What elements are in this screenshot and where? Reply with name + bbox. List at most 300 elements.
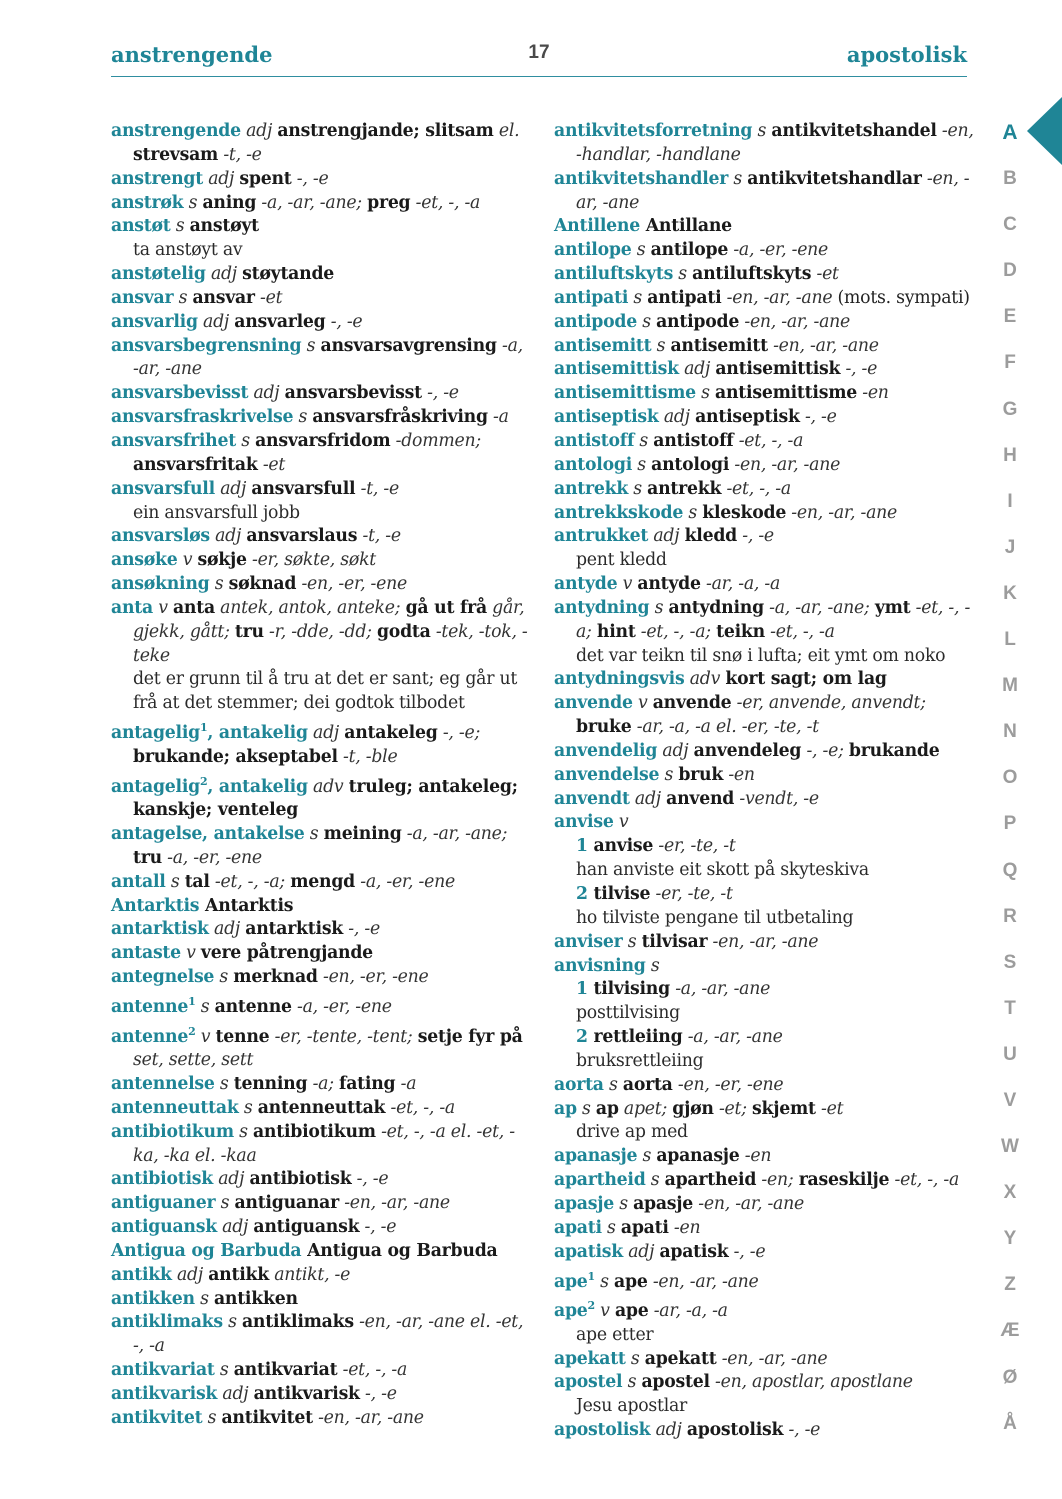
- grammar-label: s: [645, 955, 660, 976]
- example: ape etter: [576, 1324, 654, 1345]
- inflection: -et, -, -a: [721, 478, 791, 499]
- translation: tru: [133, 847, 162, 868]
- thumb-index-letter[interactable]: B: [1003, 168, 1017, 190]
- inflection: -a, -er, -ene: [354, 871, 455, 892]
- inflection: -er, -te, -t: [650, 884, 733, 904]
- inflection: -et: [257, 454, 286, 475]
- translation: antiguanar: [234, 1193, 339, 1214]
- thumb-index-letter[interactable]: T: [1004, 997, 1016, 1019]
- dictionary-entry: [111, 335, 531, 383]
- thumb-index-letter[interactable]: Y: [1003, 1228, 1017, 1250]
- dictionary-entry: [554, 454, 974, 478]
- thumb-index-letter[interactable]: F: [1004, 352, 1016, 374]
- dictionary-entry: [554, 811, 974, 835]
- translation: antiluftskyts: [692, 264, 812, 285]
- dictionary-entry: [111, 1097, 531, 1121]
- inflection: -en: [739, 1146, 772, 1167]
- translation: anstrengjande; slitsam: [277, 121, 494, 141]
- grammar-label: s: [631, 240, 651, 261]
- headword: apanasje: [554, 1146, 638, 1167]
- dictionary-entry: [111, 1359, 531, 1383]
- grammar-label: adj: [214, 478, 252, 499]
- translation: antikvitet: [221, 1407, 313, 1428]
- grammar-label: s: [576, 1098, 596, 1119]
- translation: antikvarisk: [253, 1383, 360, 1404]
- inflection: antikt, -e: [269, 1264, 351, 1285]
- left-column: [111, 120, 531, 1431]
- grammar-label: s: [651, 335, 671, 356]
- dictionary-entry: [111, 311, 531, 335]
- sense-line: [554, 1050, 974, 1074]
- translation: antibiotisk: [249, 1169, 352, 1190]
- thumb-index-letter[interactable]: P: [1003, 813, 1017, 835]
- translation: merknad: [233, 967, 318, 988]
- example: det var teikn til snø i lufta; eit ymt om noko: [576, 645, 946, 666]
- inflection: -en;: [756, 1170, 799, 1191]
- translation: kleskode: [702, 502, 787, 523]
- headword: antrukket: [554, 526, 649, 547]
- dictionary-entry: [554, 502, 974, 526]
- headword: antenneuttak: [111, 1097, 239, 1118]
- grammar-label: s: [165, 871, 185, 892]
- grammar-label: s: [301, 335, 321, 356]
- translation: anvend: [666, 788, 735, 809]
- headword: antisemitt: [554, 335, 652, 356]
- grammar-label: s: [235, 430, 256, 451]
- dictionary-entry: [554, 358, 974, 382]
- dictionary-entry: [554, 287, 974, 311]
- translation: bruk: [678, 764, 724, 785]
- dictionary-entry: [111, 716, 531, 769]
- translation: antenne: [214, 996, 292, 1017]
- translation: anta: [172, 597, 215, 618]
- translation: apartheid: [664, 1170, 757, 1191]
- grammar-label: v: [195, 1026, 216, 1047]
- translation: anstøyt: [189, 216, 259, 237]
- translation: apostolisk: [686, 1420, 784, 1441]
- inflection: -en, -ar, -ane: [786, 502, 897, 523]
- dictionary-entry: [554, 120, 974, 168]
- headword: antipode: [554, 311, 637, 332]
- headword: Antillene: [554, 216, 640, 237]
- inflection: -en, -er, -ene: [317, 967, 429, 988]
- headword: anvendt: [554, 788, 630, 809]
- headword: ansvarsbegrensning: [111, 335, 302, 356]
- inflection: -, -e: [343, 919, 380, 940]
- example: posttilvising: [576, 1003, 680, 1024]
- inflection: antek, antok, anteke;: [214, 597, 406, 618]
- translation: apasje: [633, 1193, 694, 1214]
- inflection: -a, -ar, -ane: [682, 1027, 783, 1048]
- grammar-label: s: [695, 383, 716, 404]
- headword: aorta: [554, 1074, 604, 1095]
- grammar-label: adj: [307, 722, 345, 743]
- headword: ansvarlig: [111, 311, 198, 332]
- headword: Antarktis: [111, 895, 200, 916]
- translation: antikvitetshandlar: [747, 168, 922, 189]
- headword: antilope: [554, 240, 632, 261]
- inflection: -, -e: [359, 1383, 397, 1404]
- thumb-index-letter[interactable]: I: [1007, 490, 1013, 512]
- headword: antagelig: [111, 722, 200, 743]
- grammar-label: s: [202, 1407, 222, 1428]
- guide-word-first: anstrengende: [111, 42, 273, 67]
- dictionary-entry: [111, 430, 531, 478]
- inflection: -en, -ar, -ane: [721, 287, 833, 308]
- thumb-index-letter[interactable]: K: [1003, 582, 1017, 604]
- dictionary-entry: [554, 573, 974, 597]
- translation: antisemittisk: [715, 359, 841, 380]
- inflection: -ar, -a, -a el. -er, -te, -t: [631, 717, 819, 738]
- translation: strevsam: [133, 144, 219, 165]
- thumb-index-letter[interactable]: J: [1004, 536, 1016, 558]
- inflection: -a, -er, -ene: [728, 240, 829, 261]
- headword: ansvarsløs: [111, 526, 210, 547]
- headword: antydningsvis: [554, 669, 685, 690]
- dictionary-entry: [111, 1020, 531, 1073]
- inflection: set, sette, sett: [133, 1050, 254, 1071]
- inflection: -a, -ar, -ane;: [256, 192, 368, 213]
- headword: antennelse: [111, 1073, 215, 1094]
- translation: ansvarsbevisst: [284, 383, 422, 404]
- inflection: -a, -er, -ene: [161, 847, 262, 868]
- translation: bruke: [576, 717, 632, 738]
- headword: antegnelse: [111, 967, 215, 988]
- translation: Antarktis: [199, 895, 294, 916]
- headword: antikken: [111, 1288, 195, 1309]
- sense-line: [554, 1026, 974, 1050]
- headword: apostolisk: [554, 1420, 651, 1441]
- dictionary-entry: [554, 1193, 974, 1217]
- inflection: -en, -ar, -ane: [338, 1193, 450, 1214]
- translation: mengd: [290, 871, 355, 892]
- translation: tal: [184, 871, 210, 892]
- translation: antikk: [208, 1264, 269, 1285]
- grammar-label: s: [304, 824, 324, 844]
- translation: antikvariat: [233, 1360, 338, 1381]
- headword: antiguaner: [111, 1193, 216, 1214]
- sense-line: [554, 835, 974, 859]
- inflection: -ar, -a, -a: [648, 1300, 728, 1321]
- grammar-label: s: [728, 168, 748, 189]
- inflection: -et: [811, 264, 839, 285]
- headword: anvise: [554, 812, 614, 833]
- grammar-label: s: [233, 1121, 253, 1142]
- translation: gjøn: [672, 1098, 714, 1119]
- grammar-label: s: [183, 192, 203, 213]
- translation: ansvarsfråskriving: [312, 407, 488, 428]
- grammar-label: adj: [629, 788, 667, 809]
- dictionary-entry: [554, 263, 974, 287]
- grammar-label: s: [659, 764, 679, 785]
- headword: antaste: [111, 943, 181, 964]
- dictionary-entry: [554, 668, 974, 692]
- headword: ansøke: [111, 550, 178, 571]
- dictionary-entry: [554, 692, 974, 740]
- headword: antenne: [111, 1026, 189, 1047]
- thumb-index-letter[interactable]: U: [1003, 1043, 1017, 1065]
- inflection: -ar, -a, -a: [700, 574, 781, 595]
- thumb-index-letter[interactable]: R: [1003, 905, 1017, 927]
- translation: preg: [367, 192, 411, 213]
- headword: ansøkning: [111, 574, 210, 595]
- dictionary-entry: [111, 168, 531, 192]
- dictionary-entry: [111, 770, 531, 823]
- thumb-index-letter[interactable]: G: [1002, 398, 1018, 420]
- inflection: -et;: [713, 1098, 753, 1119]
- inflection: -et, -, -a el. -et, -ka, -ka el. -kaa: [133, 1121, 515, 1166]
- dictionary-entry: [111, 1192, 531, 1216]
- dictionary-entry: [111, 871, 531, 895]
- translation: apatisk: [659, 1241, 729, 1262]
- inflection: -, -e: [291, 168, 329, 189]
- headword: ape: [554, 1271, 588, 1292]
- inflection: -en, -ar, -ane: [312, 1407, 424, 1428]
- usage-note: (mots. sympati): [832, 287, 970, 308]
- translation: antarktisk: [245, 919, 344, 940]
- headword: apatisk: [554, 1241, 623, 1262]
- active-letter-marker: [1027, 97, 1062, 165]
- sense-line: [554, 883, 974, 907]
- translation: anvendeleg: [693, 740, 802, 761]
- thumb-index-letter[interactable]: Æ: [1000, 1320, 1020, 1342]
- inflection: -, -e;: [801, 740, 849, 761]
- thumb-index-letter[interactable]: V: [1003, 1089, 1017, 1111]
- dictionary-entry: [111, 382, 531, 406]
- grammar-label: v: [177, 550, 198, 571]
- dictionary-entry: [111, 942, 531, 966]
- thumb-index-letter[interactable]: Ø: [1002, 1366, 1018, 1388]
- inflection: -en: [668, 1217, 701, 1238]
- thumb-index-letter[interactable]: E: [1003, 306, 1017, 328]
- dictionary-entry: [111, 1168, 531, 1192]
- inflection: -t, -e: [357, 526, 401, 547]
- headword: antagelse, antakelse: [111, 824, 305, 844]
- headword: ansvarsfrihet: [111, 430, 236, 451]
- translation: teikn: [716, 621, 765, 642]
- inflection: -a, -er, -ene: [291, 996, 392, 1017]
- headword: antenne: [111, 996, 189, 1017]
- grammar-label: adj: [658, 407, 696, 428]
- thumb-index-letter[interactable]: Z: [1004, 1274, 1016, 1296]
- headword: apati: [554, 1217, 602, 1238]
- inflection: -en, -er, -ene: [296, 574, 407, 595]
- grammar-label: s: [622, 1372, 642, 1393]
- headword: antiluftskyts: [554, 264, 674, 285]
- dictionary-entry: [111, 823, 531, 871]
- grammar-label: s: [637, 1146, 657, 1167]
- dictionary-entry: [111, 1264, 531, 1288]
- translation: kort sagt; om lag: [725, 669, 887, 690]
- headword: anstrengende: [111, 121, 241, 141]
- grammar-label: adj: [209, 526, 247, 547]
- translation: rettleiing: [587, 1027, 683, 1048]
- headword: ansvarsbevisst: [111, 383, 249, 404]
- translation: meining: [323, 824, 402, 844]
- inflection: -t, -e: [218, 144, 262, 165]
- inflection: -a, -ar, -ane: [669, 979, 771, 1000]
- dictionary-entry: [111, 263, 531, 287]
- inflection: -et, -, -a: [733, 430, 804, 451]
- thumb-index-letter[interactable]: Å: [1003, 1412, 1017, 1434]
- grammar-label: adj: [212, 1169, 250, 1190]
- translation: ymt: [874, 597, 911, 618]
- inflection: -en: [723, 764, 755, 785]
- inflection: -, -e: [359, 1217, 397, 1238]
- dictionary-entry: [111, 525, 531, 549]
- grammar-label: v: [594, 1300, 615, 1321]
- translation: antakeleg: [344, 722, 438, 743]
- thumb-index-letter[interactable]: L: [1004, 629, 1016, 651]
- translation: skjemt: [752, 1098, 816, 1119]
- grammar-label: s: [170, 216, 190, 237]
- dictionary-entry: [111, 287, 531, 311]
- inflection: går, gjekk, gått;: [133, 597, 525, 642]
- thumb-index-letter[interactable]: X: [1003, 1182, 1017, 1204]
- thumb-index-letter[interactable]: W: [1001, 1136, 1019, 1158]
- grammar-label: adj: [217, 1383, 254, 1404]
- headword: anta: [111, 597, 153, 618]
- translation: hint: [596, 621, 636, 642]
- dictionary-entry: [111, 597, 531, 716]
- thumb-index-letter[interactable]: H: [1003, 444, 1017, 466]
- translation: vere påtrengjande: [200, 943, 373, 964]
- headword: antrekkskode: [554, 502, 684, 523]
- inflection: -et, -, -a: [337, 1360, 408, 1381]
- headword: , antakelig: [207, 776, 308, 797]
- grammar-label: s: [752, 121, 772, 141]
- example: drive ap med: [576, 1122, 688, 1143]
- translation: antilope: [650, 240, 729, 261]
- inflection: -en, -ar, -ane: [739, 311, 851, 332]
- headword: antyde: [554, 574, 618, 595]
- superscript-number: 2: [587, 1299, 595, 1313]
- thumb-index-letter[interactable]: S: [1003, 951, 1017, 973]
- inflection: -et, -, -a;: [635, 621, 717, 642]
- inflection: -et, -, -a: [410, 192, 481, 213]
- dictionary-entry: [111, 1407, 531, 1431]
- translation: ansvarsfritak: [133, 454, 258, 475]
- running-header: [111, 38, 967, 77]
- dictionary-entry: [554, 1217, 974, 1241]
- headword: antarktisk: [111, 919, 209, 940]
- headword: antiseptisk: [554, 407, 659, 428]
- inflection: -, -e: [840, 359, 878, 380]
- thumb-index: [990, 118, 1030, 1455]
- dictionary-entry: [554, 311, 974, 335]
- headword: antagelig: [111, 776, 200, 797]
- translation: raseskilje: [798, 1170, 890, 1191]
- dictionary-entry: [554, 406, 974, 430]
- dictionary-entry: [111, 1121, 531, 1169]
- headword: ap: [554, 1098, 577, 1119]
- headword: anstrøk: [111, 192, 184, 213]
- headword: antibiotikum: [111, 1121, 234, 1142]
- inflection: -t, -e: [355, 478, 399, 499]
- grammar-label: s: [628, 478, 648, 499]
- inflection: -en, -ar, -ane: [716, 1348, 828, 1369]
- grammar-label: s: [214, 1073, 234, 1094]
- inflection: -, -e;: [437, 722, 481, 743]
- dictionary-entry: [554, 1348, 974, 1372]
- translation: tenning: [233, 1073, 308, 1094]
- grammar-label: adj: [657, 740, 694, 761]
- dictionary-entry: [111, 966, 531, 990]
- right-column: [554, 120, 974, 1443]
- inflection: -et, -, -a: [889, 1170, 960, 1191]
- superscript-number: 1: [188, 994, 196, 1008]
- page-number: 17: [528, 42, 550, 63]
- headword: anvendelig: [554, 740, 658, 761]
- example: ein ansvarsfull jobb: [133, 502, 300, 523]
- thumb-index-letter[interactable]: A: [1002, 121, 1018, 144]
- example: Jesu apostlar: [576, 1396, 688, 1417]
- translation: antikken: [213, 1288, 298, 1309]
- translation: ansvarsfridom: [255, 430, 391, 451]
- grammar-label: adj: [622, 1241, 660, 1262]
- inflection: -, -e: [728, 1241, 766, 1262]
- dictionary-entry: [554, 1145, 974, 1169]
- translation: gå ut frå: [405, 597, 487, 618]
- translation: antiguansk: [253, 1217, 360, 1238]
- thumb-index-letter[interactable]: Q: [1002, 859, 1018, 881]
- thumb-index-letter[interactable]: O: [1002, 767, 1018, 789]
- thumb-index-letter[interactable]: M: [1002, 675, 1018, 697]
- sense-line: [554, 907, 974, 931]
- dictionary-entry: [111, 918, 531, 942]
- dictionary-entry: [111, 1216, 531, 1240]
- grammar-label: s: [683, 502, 703, 523]
- inflection: -, -e: [351, 1169, 389, 1190]
- inflection: -en, -ar, -ane: [767, 335, 879, 356]
- sense-number: 1: [576, 836, 588, 857]
- grammar-label: adj: [216, 1217, 254, 1238]
- dictionary-entry: [111, 215, 531, 263]
- translation: tru: [234, 621, 264, 642]
- dictionary-entry: [111, 895, 531, 919]
- example: det er grunn til å tru at det er sant; eg går ut frå at det stemmer; dei godtok tilbodet: [133, 669, 518, 714]
- headword: antikvitetsforretning: [554, 121, 753, 141]
- thumb-index-letter[interactable]: C: [1003, 214, 1017, 236]
- translation: ansvarslaus: [246, 526, 358, 547]
- thumb-index-letter[interactable]: N: [1003, 721, 1017, 743]
- translation: Antigua og Barbuda: [301, 1240, 498, 1261]
- translation: truleg; antakeleg; kanskje; venteleg: [133, 776, 518, 821]
- inflection: -, -e: [737, 526, 774, 547]
- inflection: -en, -ar, -ane: [729, 454, 841, 475]
- dictionary-entry: [111, 1311, 531, 1359]
- inflection: -a, -ar, -ane;: [763, 597, 875, 618]
- thumb-index-letter[interactable]: D: [1003, 260, 1017, 282]
- grammar-label: s: [625, 1348, 645, 1369]
- grammar-label: adj: [171, 1264, 209, 1285]
- translation: apostel: [641, 1372, 710, 1393]
- headword: apekatt: [554, 1348, 626, 1369]
- translation: ape: [614, 1271, 648, 1292]
- headword: apasje: [554, 1193, 614, 1214]
- inflection: -r, -dde, -dd;: [263, 621, 377, 642]
- grammar-label: adj: [648, 526, 685, 547]
- headword: antiguansk: [111, 1217, 217, 1238]
- translation: antyde: [637, 574, 701, 595]
- grammar-label: s: [634, 430, 654, 451]
- dictionary-entry: [111, 573, 531, 597]
- inflection: -vendt, -e: [734, 788, 819, 809]
- headword: antistoff: [554, 430, 635, 451]
- inflection: -en, -ar, -ane: [693, 1193, 804, 1214]
- grammar-label: v: [152, 597, 173, 618]
- translation: antiseptisk: [695, 407, 800, 428]
